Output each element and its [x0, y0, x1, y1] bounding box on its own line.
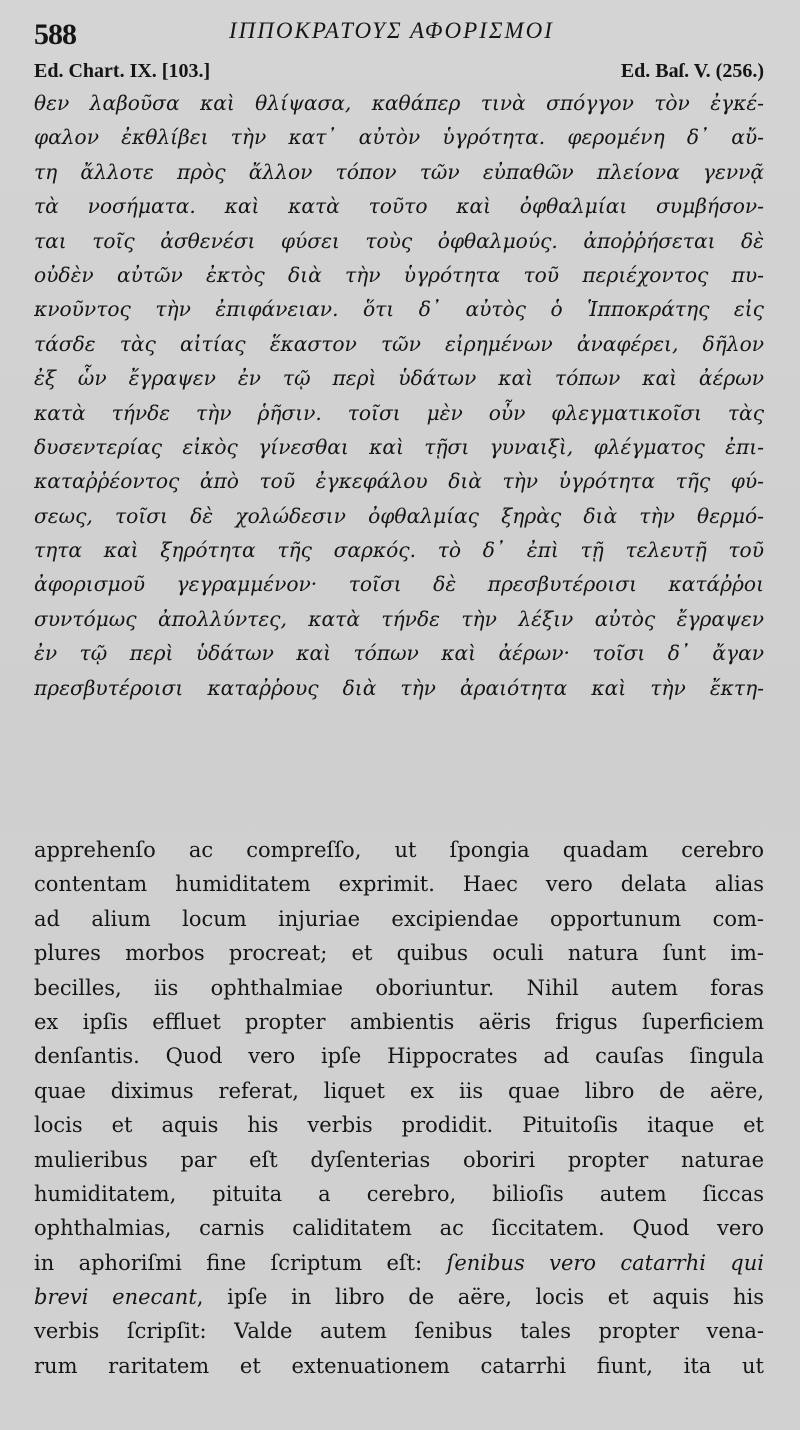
greek-line: κνοῦντος τὴν ἐπιφάνειαν. ὅτι δ᾽ αὐτὸς ὁ Ἱπποκράτης εἰς: [34, 297, 764, 322]
page-header: [34, 14, 774, 58]
latin-line: quae diximus referat, liquet ex iis quae libro de aëre,: [34, 1078, 764, 1103]
edition-reference-basel: Ed. Baſ. V. (256.): [620, 60, 764, 82]
latin-line: apprehenſo ac compreſſo, ut ſpongia quadam cerebro: [34, 838, 764, 862]
greek-line: πρεσβυτέροισι καταῤῥους διὰ τὴν ἀραιότητα καὶ τὴν ἔκτη-: [34, 675, 764, 700]
latin-text-block: [34, 833, 764, 1383]
latin-italic-quotation: ſenibus vero catarrhi qui: [446, 1250, 764, 1275]
latin-line-quote-end: [34, 1280, 764, 1314]
greek-line: κατὰ τήνδε τὴν ῥῆσιν. τοῖσι μὲν οὖν φλεγματικοῖσι τὰς: [34, 400, 764, 425]
greek-line: ἀφορισμοῦ γεγραμμένον· τοῖσι δὲ πρεσβυτέροισι κατάῤῥοι: [34, 572, 764, 597]
latin-line: ad alium locum injuriae excipiendae opportunum com-: [34, 906, 764, 931]
edition-reference-line: [34, 60, 764, 86]
latin-plain-text: , ipſe in libro de aëre, locis et aquis his: [196, 1285, 764, 1310]
latin-line: humiditatem, pituita a cerebro, bilioſis autem ſiccas: [34, 1181, 764, 1206]
latin-italic-quotation: brevi enecant: [34, 1285, 197, 1310]
latin-line: contentam humiditatem exprimit. Haec vero delata alias: [34, 872, 764, 897]
greek-line: ἐξ ὧν ἔγραψεν ἐν τῷ περὶ ὑδάτων καὶ τόπων καὶ ἀέρων: [34, 366, 764, 391]
running-title: ΙΠΠΟΚΡΑΤΟΥΣ ΑΦΟΡΙΣΜΟΙ: [229, 18, 554, 43]
greek-line: καταῤῥέοντος ἀπὸ τοῦ ἐγκεφάλου διὰ τὴν ὑγρότητα τῆς φύ-: [34, 469, 764, 494]
page-number: 588: [34, 18, 76, 51]
edition-reference-chartier: Ed. Chart. IX. [103.]: [34, 60, 211, 82]
greek-line: ἐν τῷ περὶ ὑδάτων καὶ τόπων καὶ ἀέρων· τοῖσι δ᾽ ἄγαν: [34, 641, 764, 666]
greek-line: ται τοῖς ἀσθενέσι φύσει τοὺς ὀφθαλμούς. ἀποῤῥήσεται δὲ: [34, 228, 764, 253]
greek-line: δυσεντερίας εἰκὸς γίνεσθαι καὶ τῇσι γυναιξὶ, φλέγματος ἐπι-: [34, 434, 764, 459]
latin-line: becilles, iis ophthalmiae oboriuntur. Nihil autem foras: [34, 975, 764, 1000]
latin-line: denſantis. Quod vero ipſe Hippocrates ad cauſas ſingula: [34, 1044, 764, 1069]
greek-line: τὰ νοσήματα. καὶ κατὰ τοῦτο καὶ ὀφθαλμίαι συμβήσον-: [34, 194, 764, 219]
greek-line: τάσδε τὰς αἰτίας ἕκαστον τῶν εἰρημένων ἀναφέρει, δῆλον: [34, 331, 764, 356]
greek-text-block: [34, 86, 764, 705]
greek-line: συντόμως ἀπολλύντες, κατὰ τήνδε τὴν λέξιν αὐτὸς ἔγραψεν: [34, 606, 764, 631]
greek-line: σεως, τοῖσι δὲ χολώδεσιν ὀφθαλμίας ξηρὰς διὰ τὴν θερμό-: [34, 503, 764, 528]
greek-line: τητα καὶ ξηρότητα τῆς σαρκός. τὸ δ᾽ ἐπὶ τῇ τελευτῇ τοῦ: [34, 538, 764, 563]
latin-line-quote-start: [34, 1246, 764, 1280]
latin-line: rum raritatem et extenuationem catarrhi fiunt, ita ut: [34, 1353, 764, 1378]
latin-line: locis et aquis his verbis prodidit. Pituitoſis itaque et: [34, 1113, 764, 1138]
greek-line: οὐδὲν αὐτῶν ἐκτὸς διὰ τὴν ὑγρότητα τοῦ περιέχοντος πυ-: [34, 262, 764, 287]
greek-line: θεν λαβοῦσα καὶ θλίψασα, καθάπερ τινὰ σπόγγον τὸν ἐγκέ-: [34, 91, 764, 115]
latin-line: mulieribus par eſt dyſenterias oboriri propter naturae: [34, 1147, 764, 1172]
latin-line: ophthalmias, carnis caliditatem ac ſiccitatem. Quod vero: [34, 1216, 764, 1241]
greek-line: τη ἄλλοτε πρὸς ἄλλον τόπον τῶν εὐπαθῶν πλείονα γεννᾷ: [34, 159, 764, 184]
latin-line: verbis ſcripſit: Valde autem ſenibus tales propter vena-: [34, 1319, 764, 1344]
latin-line: plures morbos procreat; et quibus oculi natura ſunt im-: [34, 941, 764, 966]
greek-line: φαλον ἐκθλίβει τὴν κατ᾽ αὐτὸν ὑγρότητα. φερομένη δ᾽ αὔ-: [34, 125, 764, 150]
latin-plain-text: in aphoriſmi fine ſcriptum eſt:: [34, 1250, 447, 1275]
latin-line: ex ipſis effluet propter ambientis aëris frigus ſuperficiem: [34, 1009, 764, 1034]
